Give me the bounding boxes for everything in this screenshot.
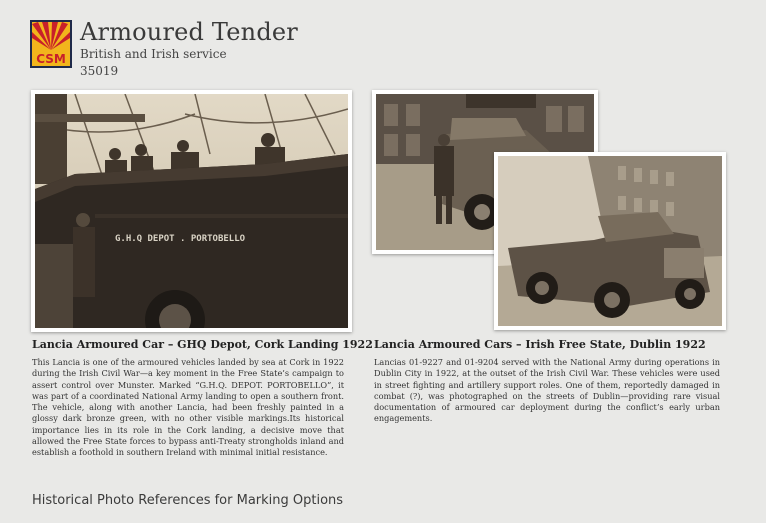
- cork-landing-image: [35, 94, 348, 328]
- hull-marking: G.H.Q DEPOT . PORTOBELLO: [115, 234, 246, 244]
- page-title: Armoured Tender: [80, 18, 298, 46]
- right-caption-title: Lancia Armoured Cars – Irish Free State, Dublin 1922: [374, 338, 706, 351]
- csm-logo: [30, 20, 72, 68]
- dublin-car-image-2: [498, 156, 722, 326]
- page-subtitle: British and Irish service: [80, 47, 227, 61]
- logo-text: CSM: [36, 52, 66, 66]
- kit-number: 35019: [80, 64, 119, 78]
- photo-cork-landing: [31, 90, 352, 332]
- photo-dublin-car-2: [494, 152, 726, 330]
- title-block: [80, 18, 298, 78]
- footer-text: Historical Photo References for Marking Options: [32, 493, 344, 508]
- left-caption-text: This Lancia is one of the armoured vehicles landed by sea at Cork in 1922 during the Irish Civil War—a key moment in the Free State’s campaign to assert control over Munster. Marked “G.H.Q. DEPOT. PORTOBELLO”, it was part of a coordinated National Army landing to open a southern front. The vehicle, along with another Lancia, had been freshly painted in a glossy dark bronze green, with no other visible markings.Its historical importance lies in its role in the Cork landing, a decisive move that allowed the Free State forces to bypass anti-Treaty strongholds inland and establish a foothold in southern Ireland with minimal initial resistance.: [32, 357, 344, 458]
- right-caption-text: Lancias 01-9227 and 01-9204 served with the National Army during operations in Dublin City in 1922, at the outset of the Irish Civil War. These vehicles were used in street fighting and artillery support roles. One of them, reportedly damaged in combat (?), was photographed on the streets of Dublin—providing rare visual documentation of armoured car deployment during the conflict’s early urban engagements.: [374, 357, 720, 424]
- left-caption-title: Lancia Armoured Car – GHQ Depot, Cork Landing 1922: [32, 338, 373, 351]
